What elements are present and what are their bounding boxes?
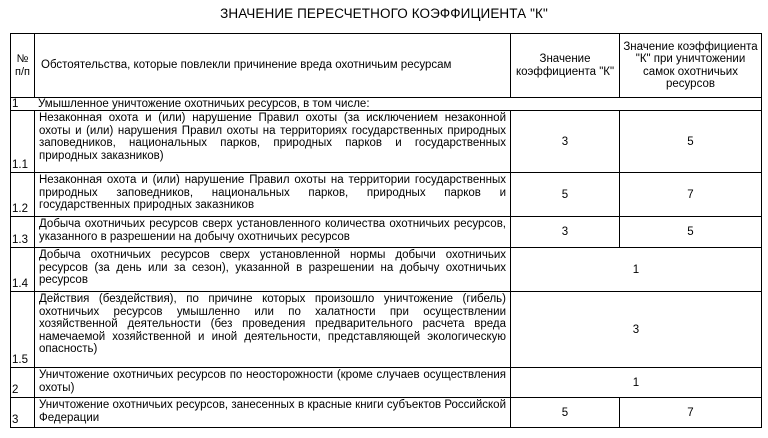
row-k-merged: 3 xyxy=(511,292,762,368)
table-row xyxy=(11,217,762,248)
row-text: Действия (бездействия), по причине которых произошло уничтожение (гибель) охотничьих ресурсов умышленно или по халатности при осуществлении хозяйственной деятельности (без проведения предварительного расчета вреда намечаемой хозяйственной и иной деятельности, представляющей экологическую опасность) xyxy=(35,292,511,368)
row-text: Уничтожение охотничьих ресурсов по неосторожности (кроме случаев осуществления охоты) xyxy=(35,368,511,398)
table-row xyxy=(11,398,762,428)
table-header-row xyxy=(11,34,762,98)
header-k-females: Значение коэффициента "К" при уничтожении самок охотничьих ресурсов xyxy=(620,34,762,98)
row-text: Незаконная охота и (или) нарушение Правил охоты на территории государственных природных заповедников, национальных парков, природных парков и государственных природных заказников xyxy=(35,173,511,217)
row-k: 3 xyxy=(511,111,620,173)
table-row xyxy=(11,173,762,217)
section-row xyxy=(11,98,762,111)
row-num: 2 xyxy=(11,368,35,398)
header-num: № п/п xyxy=(11,34,35,98)
section-num: 1 xyxy=(12,98,19,110)
header-k-value: Значение коэффициента "К" xyxy=(511,34,620,98)
row-num: 1.5 xyxy=(11,292,35,368)
section-text: Умышленное уничтожение охотничьих ресурсов, в том числе: xyxy=(38,98,370,110)
row-k: 3 xyxy=(511,217,620,248)
section-cell xyxy=(11,98,762,111)
header-circumstances: Обстоятельства, которые повлекли причинение вреда охотничьим ресурсам xyxy=(35,34,511,98)
coefficient-table xyxy=(10,33,762,428)
table-row xyxy=(11,111,762,173)
row-num: 1.2 xyxy=(11,173,35,217)
row-k: 5 xyxy=(511,173,620,217)
row-num: 1.4 xyxy=(11,248,35,292)
row-num: 1.1 xyxy=(11,111,35,173)
row-k-females: 5 xyxy=(620,217,762,248)
row-k-females: 5 xyxy=(620,111,762,173)
row-k: 5 xyxy=(511,398,620,428)
row-text: Незаконная охота и (или) нарушение Правил охоты (за исключением незаконной охоты и (или) нарушения Правил охоты на территориях государственных природных заповедников, национальных парков, природных парков и государственных природных заказников) xyxy=(35,111,511,173)
row-num: 3 xyxy=(11,398,35,428)
row-k-females: 7 xyxy=(620,173,762,217)
row-num: 1.3 xyxy=(11,217,35,248)
row-k-females: 7 xyxy=(620,398,762,428)
table-row xyxy=(11,292,762,368)
row-text: Добыча охотничьих ресурсов сверх установленной нормы добычи охотничьих ресурсов (за день или за сезон), указанной в разрешении на добычу охотничьих ресурсов xyxy=(35,248,511,292)
table-title: ЗНАЧЕНИЕ ПЕРЕСЧЕТНОГО КОЭФФИЦИЕНТА "К" xyxy=(220,6,548,21)
row-text: Уничтожение охотничьих ресурсов, занесенных в красные книги субъектов Российской Федерации xyxy=(35,398,511,428)
row-text: Добыча охотничьих ресурсов сверх установленного количества охотничьих ресурсов, указанного в разрешении на добычу охотничьих ресурсов xyxy=(35,217,511,248)
table-row xyxy=(11,248,762,292)
row-k-merged: 1 xyxy=(511,368,762,398)
table-row xyxy=(11,368,762,398)
row-k-merged: 1 xyxy=(511,248,762,292)
